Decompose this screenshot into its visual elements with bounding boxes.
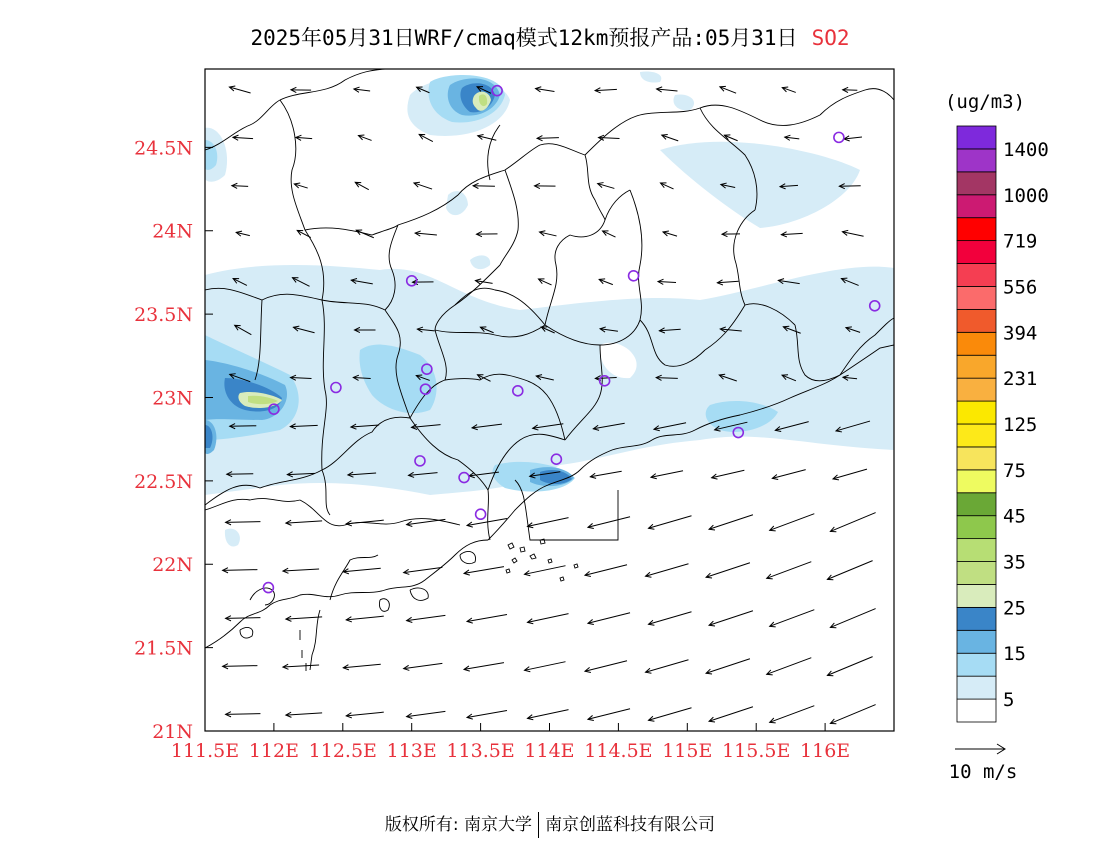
x-tick-label: 113.5E <box>446 740 515 762</box>
wind-arrow <box>467 519 507 526</box>
wind-arrow <box>585 661 627 671</box>
wind-arrow <box>233 137 253 138</box>
wind-arrow <box>527 614 568 623</box>
x-tick-label: 114E <box>524 740 575 762</box>
colorbar-swatch <box>957 447 996 470</box>
station-marker <box>476 509 486 519</box>
colorbar-swatch <box>957 562 996 585</box>
title-text: 2025年05月31日WRF/cmaq模式12km预报产品:05月31日 <box>250 26 798 50</box>
footer-right: 南京创蓝科技有限公司 <box>545 815 716 835</box>
copyright-footer <box>0 810 1100 838</box>
wind-arrow <box>232 186 248 187</box>
wind-arrow <box>830 705 875 724</box>
wind-arrow <box>407 519 446 524</box>
colorbar-swatch <box>957 424 996 447</box>
wind-arrow <box>770 514 815 531</box>
wind-arrow <box>226 618 261 619</box>
colorbar-label: 1400 <box>1003 138 1049 161</box>
wind-arrow <box>527 710 568 719</box>
colorbar-swatch <box>957 401 996 424</box>
colorbar-swatch <box>957 309 996 332</box>
wind-arrow <box>706 659 750 673</box>
x-tick-label: 111.5E <box>170 740 240 762</box>
colorbar-label: 5 <box>1003 689 1015 712</box>
colorbar-swatch <box>957 653 996 676</box>
x-tick-label: 112.5E <box>308 740 377 762</box>
x-tick-label: 112E <box>248 740 299 762</box>
wind-arrow <box>407 615 446 620</box>
footer-separator <box>538 812 539 838</box>
wind-arrow <box>286 617 322 619</box>
wind-arrow <box>404 567 443 572</box>
colorbar-swatch <box>957 126 996 149</box>
colorbar-label: 25 <box>1003 597 1026 620</box>
wind-arrow <box>537 138 559 139</box>
wind-arrow <box>407 711 446 716</box>
wind-arrow <box>223 666 258 667</box>
colorbar <box>957 126 1049 722</box>
colorbar-label: 231 <box>1003 368 1038 391</box>
wind-arrow <box>585 565 627 575</box>
wind-arrow <box>223 570 258 571</box>
colorbar-label: 394 <box>1003 322 1038 345</box>
wind-arrow <box>770 610 815 627</box>
wind-arrow <box>767 658 812 675</box>
wind-arrow <box>646 564 689 576</box>
wind-arrow <box>709 515 753 530</box>
x-axis-ticks <box>171 723 850 762</box>
wind-arrow <box>590 471 621 477</box>
colorbar-swatch <box>957 264 996 287</box>
wind-arrow <box>283 665 319 667</box>
station-marker <box>834 132 844 142</box>
y-tick-label: 21N <box>152 721 193 743</box>
wind-arrow <box>599 138 620 139</box>
colorbar-swatch <box>957 584 996 607</box>
wind-arrow <box>833 469 867 479</box>
colorbar-swatch <box>957 630 996 653</box>
y-tick-label: 22.5N <box>134 470 193 493</box>
y-tick-label: 23.5N <box>134 304 193 327</box>
wind-arrow <box>595 89 617 90</box>
colorbar-label: 45 <box>1003 505 1026 528</box>
wind-arrow <box>404 663 443 668</box>
colorbar-swatch <box>957 286 996 309</box>
y-tick-label: 21.5N <box>134 637 193 660</box>
wind-arrow <box>527 518 568 527</box>
wind-arrow <box>346 616 384 620</box>
wind-arrow <box>343 568 380 572</box>
colorbar-swatch <box>957 470 996 493</box>
y-tick-label: 24.5N <box>134 137 193 160</box>
wind-arrow <box>781 233 802 234</box>
y-tick-label: 24N <box>152 220 193 243</box>
x-tick-label: 115.5E <box>722 740 791 762</box>
colorbar-label: 1000 <box>1003 184 1049 207</box>
wind-arrow <box>464 663 504 670</box>
wind-arrow <box>709 707 753 722</box>
wind-legend-label: 10 m/s <box>948 761 1018 783</box>
colorbar-swatch <box>957 172 996 195</box>
wind-arrow <box>648 612 691 625</box>
wind-arrow <box>830 609 875 628</box>
wind-arrow <box>464 567 504 574</box>
colorbar-swatch <box>957 699 996 722</box>
wind-arrow <box>525 662 566 671</box>
colorbar-swatch <box>957 149 996 172</box>
wind-arrow <box>770 706 815 723</box>
wind-arrow <box>646 660 689 672</box>
colorbar-swatch <box>957 355 996 378</box>
wind-arrow <box>648 708 691 721</box>
y-tick-label: 23N <box>152 387 193 410</box>
wind-arrow <box>706 563 750 577</box>
station-marker <box>629 271 639 281</box>
wind-arrow <box>286 713 322 715</box>
wind-arrow <box>343 664 380 668</box>
wind-arrow <box>830 513 875 532</box>
wind-arrow <box>346 712 384 716</box>
footer-left: 版权所有: 南京大学 <box>384 815 533 835</box>
y-axis-ticks <box>134 137 213 743</box>
wind-arrow <box>286 521 322 523</box>
wind-arrow <box>843 90 858 91</box>
colorbar-label: 719 <box>1003 230 1038 253</box>
pollutant-label: SO2 <box>811 26 850 50</box>
x-tick-label: 114.5E <box>584 740 653 762</box>
colorbar-swatch <box>957 493 996 516</box>
colorbar-swatch <box>957 607 996 630</box>
wind-arrow <box>709 611 753 626</box>
wind-arrow <box>827 561 872 580</box>
x-tick-label: 115E <box>662 740 713 762</box>
wind-arrow <box>827 657 872 676</box>
colorbar-swatch <box>957 378 996 401</box>
colorbar-label: 125 <box>1003 414 1038 436</box>
y-tick-label: 22N <box>152 554 193 577</box>
x-tick-label: 113E <box>386 740 437 762</box>
wind-arrow <box>226 714 261 715</box>
colorbar-label: 75 <box>1003 459 1026 482</box>
colorbar-swatch <box>957 218 996 241</box>
colorbar-label: 556 <box>1003 276 1038 299</box>
wind-arrow <box>588 517 630 528</box>
wind-arrow <box>588 709 630 720</box>
colorbar-swatch <box>957 241 996 264</box>
colorbar-swatch <box>957 516 996 539</box>
colorbar-label: 35 <box>1003 551 1026 574</box>
wind-arrow <box>648 516 691 529</box>
wind-arrow <box>226 522 261 523</box>
wind-arrow <box>767 562 812 579</box>
wind-arrow <box>588 613 630 624</box>
wind-arrow <box>658 282 676 283</box>
colorbar-swatch <box>957 676 996 699</box>
colorbar-unit: (ug/m3) <box>944 91 1026 113</box>
wind-legend <box>949 744 1018 783</box>
colorbar-swatch <box>957 195 996 218</box>
wind-arrow <box>525 566 566 575</box>
colorbar-swatch <box>957 332 996 355</box>
wind-arrow <box>712 470 745 478</box>
wind-arrow <box>467 711 507 718</box>
wind-arrow <box>283 569 319 571</box>
colorbar-swatch <box>957 539 996 562</box>
wind-arrow <box>467 615 507 622</box>
x-tick-label: 116E <box>800 740 851 762</box>
colorbar-label: 15 <box>1003 643 1026 666</box>
wind-arrow <box>772 470 805 479</box>
